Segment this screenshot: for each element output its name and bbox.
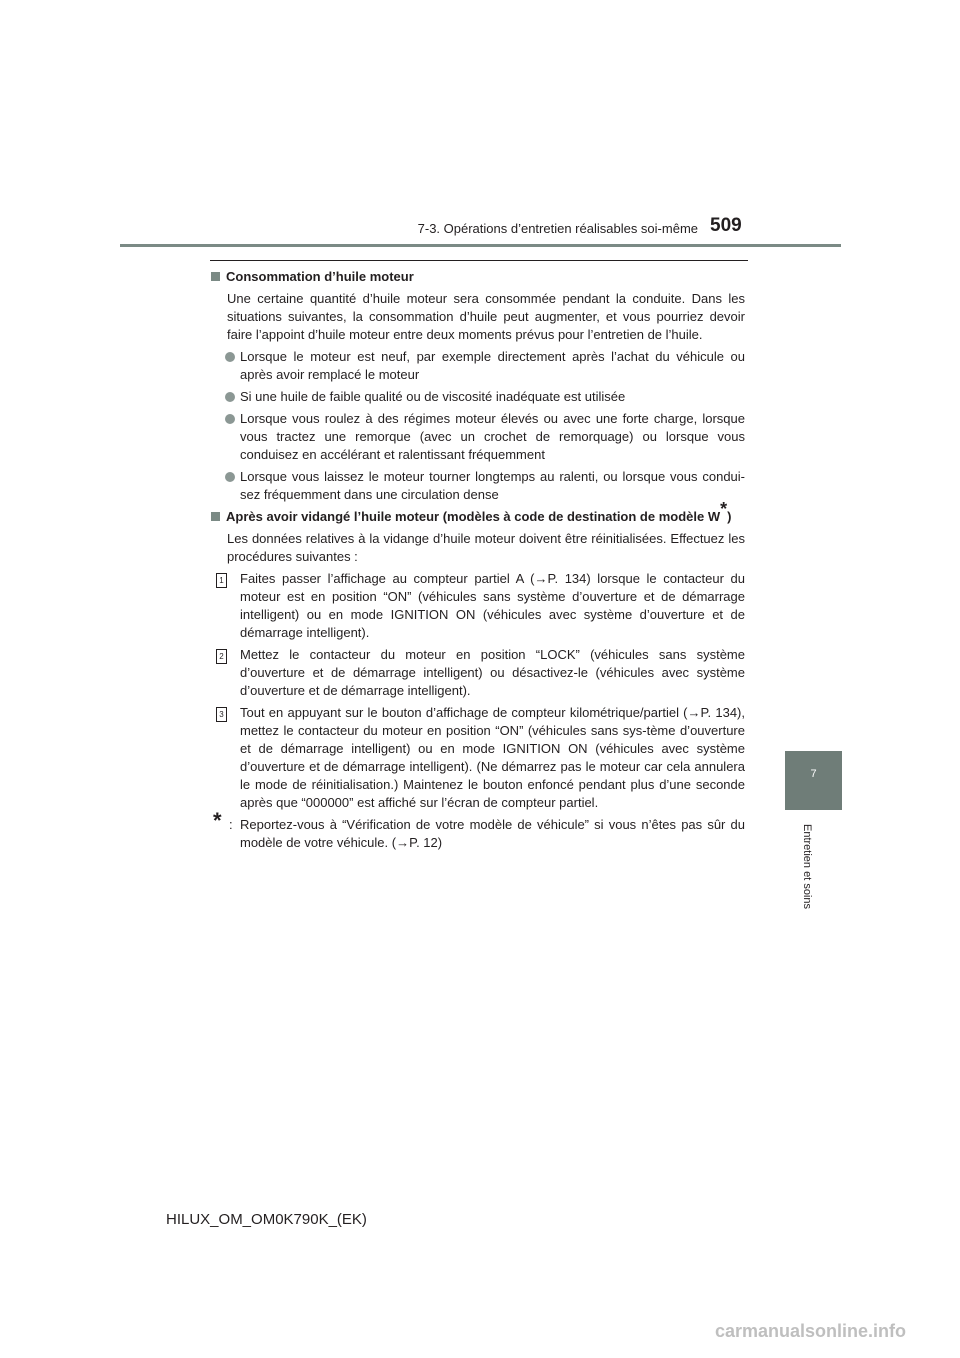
list-item-text: Si une huile de faible qualité ou de viscosité inadéquate est utilisée bbox=[240, 389, 626, 404]
section-title: 7-3. Opérations d’entretien réalisables soi-même bbox=[417, 221, 698, 236]
content-divider bbox=[210, 260, 748, 261]
step-text: Mettez le contacteur du moteur en position “LOCK” (véhicules sans système d’ouverture et de démarrage intelligent) ou désactivez-le (véhicules avec système d’ouverture et de démarrage intelligent). bbox=[240, 647, 745, 698]
procedure-step bbox=[210, 570, 745, 642]
circle-bullet-icon bbox=[225, 392, 235, 402]
footnote-colon: : bbox=[229, 817, 233, 832]
list-item bbox=[210, 388, 745, 406]
square-bullet-icon bbox=[211, 512, 220, 521]
header-divider bbox=[120, 244, 841, 247]
circle-bullet-icon bbox=[225, 352, 235, 362]
procedure-step bbox=[210, 704, 745, 812]
list-item bbox=[210, 348, 745, 384]
list-item-text: Lorsque vous laissez le moteur tourner longtemps au ralenti, ou lorsque vous condui-sez fréquemment dans une circulation dense bbox=[240, 469, 745, 502]
step-text: Faites passer l’affichage au compteur partiel A (→P. 134) lorsque le contacteur du moteur est en position “ON” (véhicules sans système d’ouverture et de démarrage intelligent) ou en mode IGNITION ON (véhicules avec système d’ouverture et de démarrage intelligent). bbox=[240, 571, 745, 640]
page-content bbox=[210, 268, 745, 852]
paragraph: Une certaine quantité d’huile moteur sera consommée pendant la conduite. Dans les situations suivantes, la consommation d’huile peut augmenter, et vous pourriez devoir faire l’appoint d’huile moteur entre deux moments prévus pour l’entretien de l’huile. bbox=[227, 291, 745, 342]
section-heading-text: Après avoir vidangé l’huile moteur (modèles à code de destination de modèle W bbox=[226, 509, 721, 524]
square-bullet-icon bbox=[211, 272, 220, 281]
step-number-badge: 2 bbox=[216, 649, 227, 664]
list-item bbox=[210, 468, 745, 504]
section-heading-close: ) bbox=[727, 509, 732, 524]
document-code: HILUX_OM_OM0K790K_(EK) bbox=[166, 1211, 367, 1228]
section-heading-oil-consumption bbox=[210, 268, 745, 286]
footnote bbox=[210, 808, 745, 852]
paragraph: Les données relatives à la vidange d’huile moteur doivent être réinitialisées. Effectuez les procédures suivantes : bbox=[227, 531, 745, 564]
page-number: 509 bbox=[710, 215, 742, 236]
procedure-step bbox=[210, 646, 745, 700]
list-item-text: Lorsque le moteur est neuf, par exemple directement après l’achat du véhicule ou après avoir remplacé le moteur bbox=[240, 349, 745, 382]
watermark: carmanualsonline.info bbox=[715, 1321, 907, 1341]
chapter-label: Entretien et soins bbox=[801, 824, 813, 909]
asterisk-footnote-mark: * bbox=[720, 499, 728, 519]
chapter-number: 7 bbox=[810, 768, 817, 780]
footnote-text: Reportez-vous à “Vérification de votre modèle de véhicule” si vous n’êtes pas sûr du modèle de votre véhicule. (→P. 12) bbox=[240, 817, 745, 850]
list-item bbox=[210, 410, 745, 464]
circle-bullet-icon bbox=[225, 472, 235, 482]
circle-bullet-icon bbox=[225, 414, 235, 424]
chapter-tab[interactable] bbox=[785, 751, 842, 810]
step-number-badge: 3 bbox=[216, 707, 227, 722]
section-heading-oil-change bbox=[210, 499, 745, 526]
step-number-badge: 1 bbox=[216, 573, 227, 588]
list-item-text: Lorsque vous roulez à des régimes moteur élevés ou avec une forte charge, lorsque vous tractez une remorque (avec un crochet de remorquage) ou lorsque vous conduisez en accélérant et ralentissant fréquemment bbox=[240, 411, 745, 462]
section-heading-text: Consommation d’huile moteur bbox=[226, 269, 414, 284]
step-text: Tout en appuyant sur le bouton d’affichage de compteur kilométrique/partiel (→P. 134), mettez le contacteur du moteur en position “ON” (véhicules sans sys-tème d’ouverture et de démarrage intelligent) ou en mode IGNITION ON (véhicules avec système d’ouverture et de démarrage intelligent). (Ne démarrez pas le moteur car cela annulera le mode de réinitialisation.) Maintenez le bouton enfoncé pendant plus d’une seconde après que “000000” est affiché sur l’écran de compteur partiel. bbox=[240, 705, 745, 810]
asterisk-icon: * bbox=[213, 808, 222, 833]
